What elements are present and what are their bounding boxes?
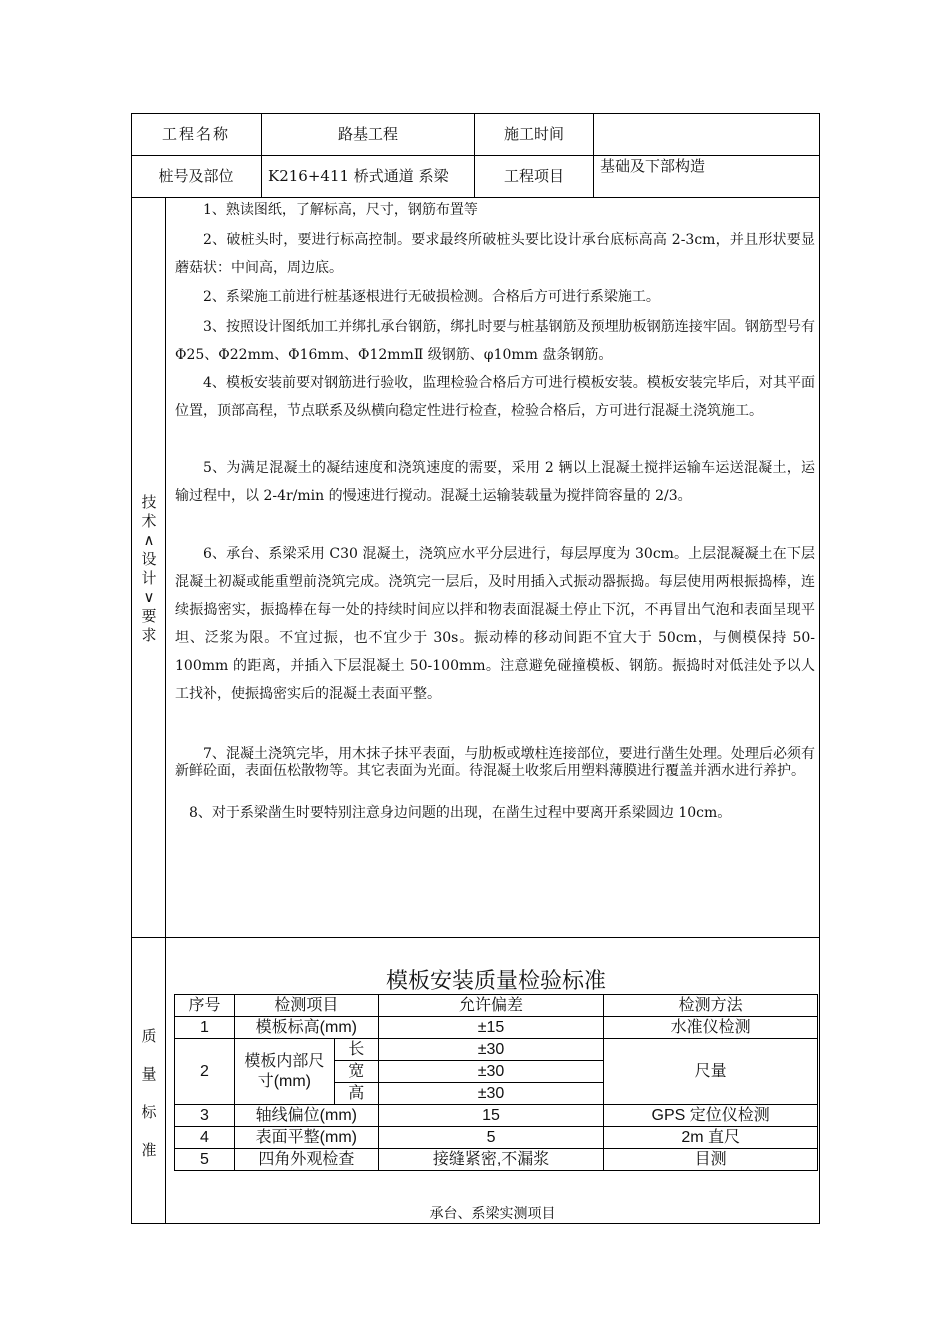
tech-paragraph-4: 3、按照设计图纸加工并绑扎承台钢筋，绑扎时要与桩基钢筋及预埋肋板钢筋连接牢固。钢筋型号有 Φ25、Φ22mm、Φ16mm、Φ12mmⅡ 级钢筋、φ10mm 盘条钢筋。	[175, 319, 815, 363]
table-row	[175, 1039, 818, 1061]
project-name-label: 工程名称	[161, 125, 230, 143]
table-row	[175, 1105, 818, 1127]
quality-standard-label	[133, 1017, 165, 1169]
tech-paragraph-6: 5、为满足混凝土的凝结速度和浇筑速度的需要，采用 2 辆以上混凝土搅拌运输车运送混凝土，运输过程中，以 2-4r/min 的慢速进行搅动。混凝土运输装载量为搅拌筒容量的 2/3。	[175, 460, 815, 504]
row-tolerance: ±30	[378, 1061, 604, 1083]
row-method: 水准仪检测	[604, 1017, 818, 1039]
tech-label-char: 术	[141, 512, 157, 530]
work-item-value: 基础及下部构造	[600, 157, 706, 175]
tech-paragraph-1: 1、熟读图纸，了解标高，尺寸，钢筋布置等	[203, 202, 478, 218]
quality-label-char: 标	[141, 1103, 157, 1121]
row-item: 表面平整(mm)	[234, 1127, 378, 1149]
tech-paragraph-3: 2、系梁施工前进行桩基逐根进行无破损检测。合格后方可进行系梁施工。	[203, 289, 660, 305]
tech-paragraph-2: 2、破桩头时，要进行标高控制。要求最终所破桩头要比设计承台底标高高 2-3cm，并且形状要显蘑菇状：中间高，周边底。	[175, 232, 815, 276]
row-tolerance: ±30	[378, 1083, 604, 1105]
row-method: 尺量	[604, 1039, 818, 1105]
tech-label-char: ∧	[143, 531, 155, 549]
construction-time-label: 施工时间	[503, 125, 564, 143]
row-method: GPS 定位仪检测	[604, 1105, 818, 1127]
section-divider	[131, 937, 820, 938]
row-subitem: 宽	[334, 1061, 378, 1083]
station-value: K216+411 桥式通道 系梁	[268, 167, 449, 185]
header-no: 序号	[175, 995, 235, 1017]
header-row-divider	[131, 155, 820, 156]
tech-paragraph-9: 8、对于系梁凿生时要特别注意身边问题的出现，在凿生过程中要离开系梁圆边 10cm。	[189, 805, 732, 821]
row-subitem: 高	[334, 1083, 378, 1105]
quality-label-char: 量	[141, 1065, 157, 1083]
row-method: 目测	[604, 1149, 818, 1171]
footer-caption: 承台、系梁实测项目	[429, 1206, 556, 1222]
row-item: 模板内部尺寸(mm)	[234, 1039, 334, 1105]
tech-label-char: ∨	[143, 588, 155, 606]
tech-label-char: 要	[141, 607, 157, 625]
tech-label-char: 求	[141, 626, 157, 644]
station-label: 桩号及部位	[158, 167, 234, 185]
frame-right	[819, 113, 820, 1224]
tech-requirements-label	[133, 493, 165, 645]
row-item: 轴线偏位(mm)	[234, 1105, 378, 1127]
row-no: 3	[175, 1105, 235, 1127]
row-method: 2m 直尺	[604, 1127, 818, 1149]
table-row	[175, 1017, 818, 1039]
table-header-row	[175, 995, 818, 1017]
row-subitem: 长	[334, 1039, 378, 1061]
table-row	[175, 1127, 818, 1149]
frame-bottom	[131, 1223, 820, 1224]
work-item-label: 工程项目	[503, 167, 564, 185]
tech-paragraph-7: 6、承台、系梁采用 C30 混凝土，浇筑应水平分层进行，每层厚度为 30cm。上层混凝凝土在下层混凝土初凝或能重塑前浇筑完成。浇筑完一层后，及时用插入式振动器振捣。每层使用两根振捣棒，连续振捣密实，振捣棒在每一处的持续时间应以拌和物表面混凝土停止下沉，不再冒出气泡和表面呈现平坦、泛浆为限。不宜过振，也不宜少于 30s。振动棒的移动间距不宜大于 50cm，与侧模保持 50-100mm 的距离，并插入下层混凝土 50-100mm。注意避免碰撞模板、钢筋。振捣时对低洼处予以人工找补，使振捣密实后的混凝土表面平整。	[175, 546, 815, 702]
header-method: 检测方法	[604, 995, 818, 1017]
header-col-3	[593, 113, 594, 197]
row-item: 四角外观检查	[234, 1149, 378, 1171]
tech-label-char: 计	[141, 569, 157, 587]
quality-label-char: 准	[141, 1141, 157, 1159]
row-tolerance: 5	[378, 1127, 604, 1149]
header-tolerance: 允许偏差	[378, 995, 604, 1017]
row-no: 1	[175, 1017, 235, 1039]
header-item: 检测项目	[234, 995, 378, 1017]
row-no: 2	[175, 1039, 235, 1105]
row-tolerance: 15	[378, 1105, 604, 1127]
tech-label-char: 设	[141, 550, 157, 568]
project-name-value: 路基工程	[337, 125, 398, 143]
row-tolerance: ±15	[378, 1017, 604, 1039]
row-tolerance: 接缝紧密,不漏浆	[378, 1149, 604, 1171]
tech-paragraph-5: 4、模板安装前要对钢筋进行验收，监理检验合格后方可进行模板安装。模板安装完毕后，对其平面位置，顶部高程，节点联系及纵横向稳定性进行检查，检验合格后，方可进行混凝土浇筑施工。	[175, 375, 815, 419]
quality-label-char: 质	[141, 1027, 157, 1045]
frame-left	[131, 113, 132, 1224]
frame-top	[131, 113, 820, 114]
row-item: 模板标高(mm)	[234, 1017, 378, 1039]
row-no: 4	[175, 1127, 235, 1149]
label-column-divider	[165, 197, 166, 1223]
table-row	[175, 1149, 818, 1171]
quality-table-title: 模板安装质量检验标准	[385, 968, 606, 993]
tech-label-char: 技	[141, 493, 157, 511]
row-tolerance: ±30	[378, 1039, 604, 1061]
row-no: 5	[175, 1149, 235, 1171]
tech-paragraph-8: 7、混凝土浇筑完毕，用木抹子抹平表面，与肋板或墩柱连接部位，要进行凿生处理。处理后必须有新鲜砼面，表面伍松散物等。其它表面为光面。待混凝土收浆后用塑料薄膜进行覆盖并洒水进行养护。	[175, 746, 815, 779]
quality-inspection-table	[174, 994, 818, 1171]
